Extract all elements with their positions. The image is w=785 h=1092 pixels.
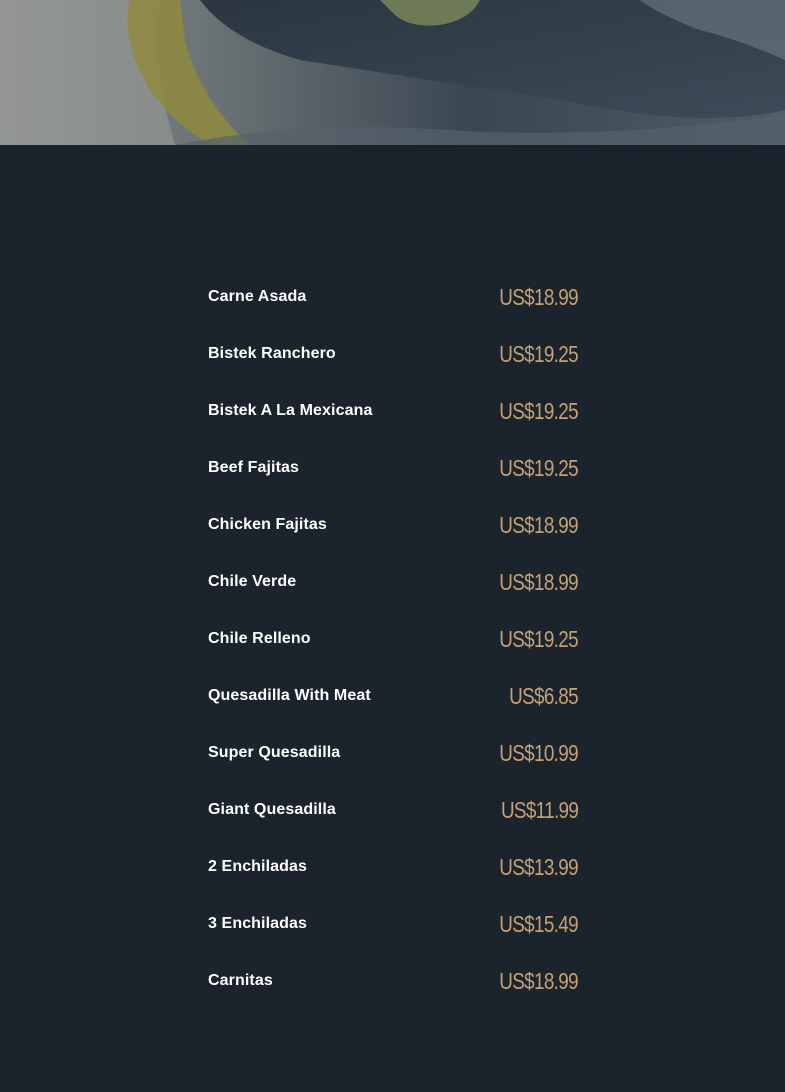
menu-section: [0, 145, 785, 1092]
menu-item-name: Bistek Ranchero: [208, 345, 336, 362]
menu-item-name: Beef Fajitas: [208, 459, 300, 476]
menu-item-price: US$18.99: [499, 284, 578, 310]
menu-item-price: US$18.99: [499, 569, 578, 595]
menu-item-price: US$19.25: [499, 455, 578, 481]
menu-item: [208, 909, 578, 966]
menu-item-price: US$18.99: [499, 512, 578, 538]
menu-item: [208, 738, 578, 795]
menu-item-price: US$18.99: [499, 968, 578, 994]
menu-item: [208, 795, 578, 852]
hero-photo-graphic: [0, 0, 785, 145]
menu-item-name: Carne Asada: [208, 288, 307, 305]
menu-item-name: Chicken Fajitas: [208, 516, 327, 533]
menu-item-name: 3 Enchiladas: [208, 915, 308, 932]
menu-item-name: Carnitas: [208, 972, 273, 989]
menu-item: [208, 966, 578, 1023]
menu-item-price: US$10.99: [499, 740, 578, 766]
menu-item: [208, 567, 578, 624]
menu-item: [208, 510, 578, 567]
menu-item-price: US$6.85: [509, 683, 578, 709]
menu-item-price: US$19.25: [499, 626, 578, 652]
menu-item: [208, 339, 578, 396]
menu-item-name: 2 Enchiladas: [208, 858, 308, 875]
menu-list: [208, 282, 578, 1023]
menu-item-price: US$19.25: [499, 398, 578, 424]
hero-image: [0, 0, 785, 145]
menu-item-name: Bistek A La Mexicana: [208, 402, 373, 419]
menu-item-price: US$13.99: [499, 854, 578, 880]
menu-item-name: Chile Verde: [208, 573, 297, 590]
menu-item-price: US$15.49: [499, 911, 578, 937]
menu-item: [208, 453, 578, 510]
menu-item-name: Chile Relleno: [208, 630, 311, 647]
menu-item-name: Super Quesadilla: [208, 744, 341, 761]
menu-item: [208, 852, 578, 909]
menu-item-price: US$11.99: [500, 797, 578, 823]
menu-item: [208, 624, 578, 681]
menu-item-price: US$19.25: [499, 341, 578, 367]
menu-item: [208, 396, 578, 453]
menu-item: [208, 282, 578, 339]
menu-item-name: Quesadilla With Meat: [208, 687, 371, 704]
menu-item-name: Giant Quesadilla: [208, 801, 336, 818]
menu-item: [208, 681, 578, 738]
